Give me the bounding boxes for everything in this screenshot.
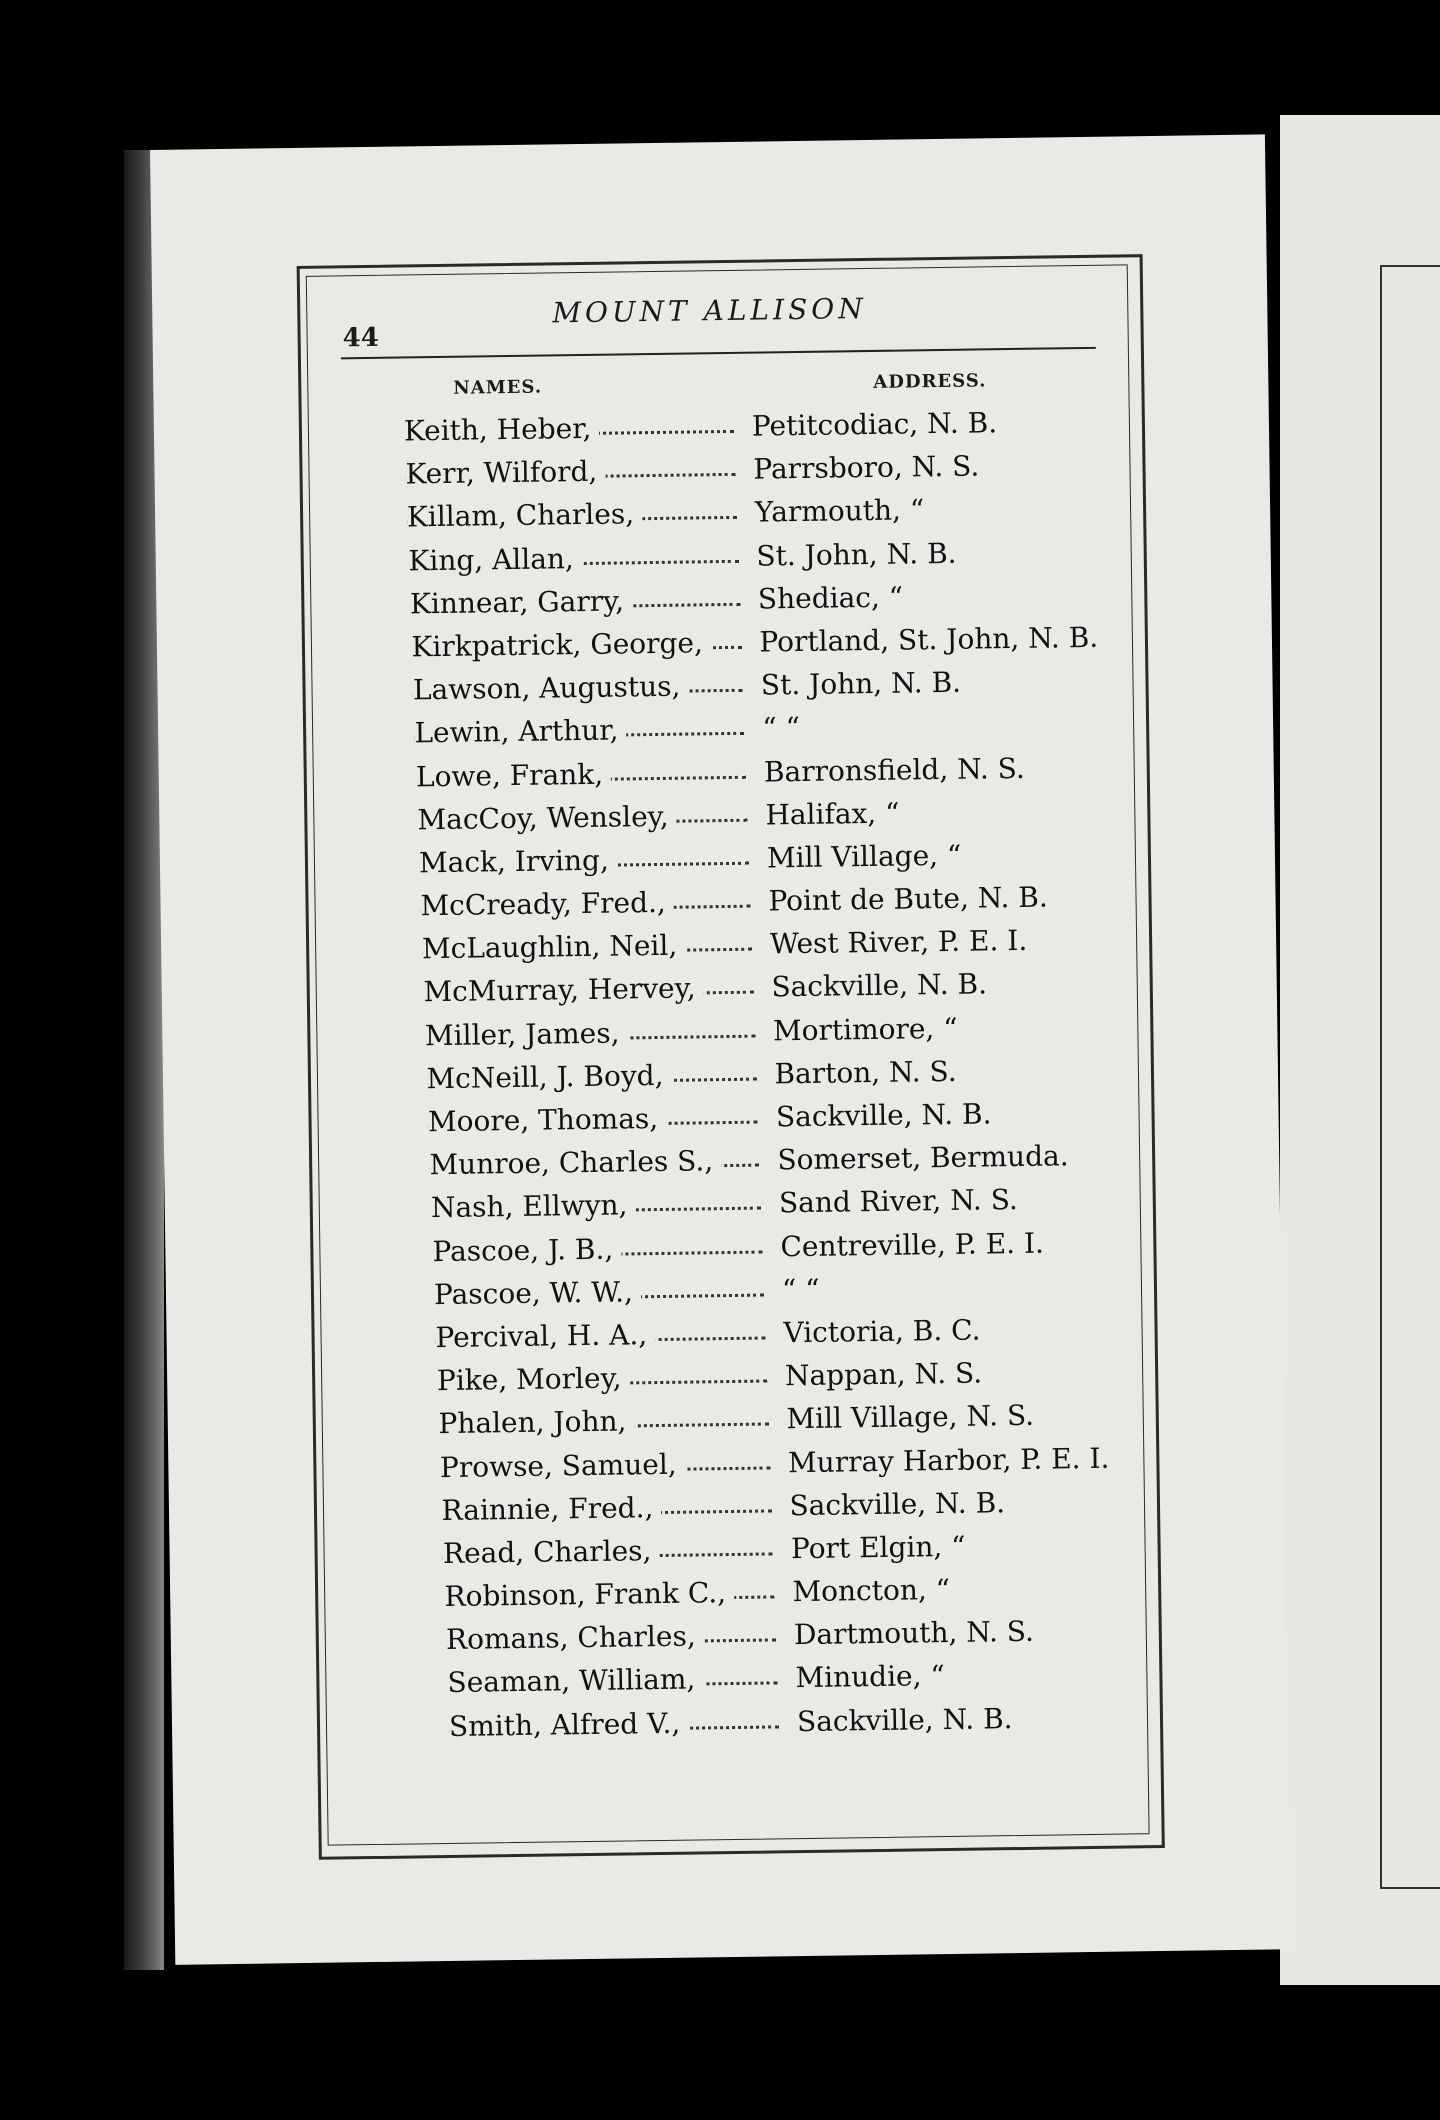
student-name: McMurray, Hervey, <box>423 972 704 1009</box>
page-number: 44 <box>342 322 380 354</box>
student-name: Pascoe, J. B., <box>432 1232 621 1268</box>
student-address: Sand River, N. S. <box>773 1183 1018 1219</box>
student-address: Centreville, P. E. I. <box>774 1226 1044 1263</box>
names-column-heading: NAMES. <box>453 376 543 399</box>
student-name: Keith, Heber, <box>404 412 600 448</box>
student-address: Sackville, N. B. <box>765 968 987 1004</box>
student-address: Sackville, N. B. <box>791 1702 1013 1738</box>
student-name: Kirkpatrick, George, <box>411 626 711 663</box>
student-address: Murray Harbor, P. E. I. <box>782 1441 1110 1479</box>
student-name: Pike, Morley, <box>437 1362 630 1398</box>
book-page <box>150 134 1290 1964</box>
student-address: “ “ <box>756 711 800 745</box>
student-name: Nash, Ellwyn, <box>431 1189 636 1225</box>
student-name: Lawson, Augustus, <box>413 670 689 707</box>
student-name: Mack, Irving, <box>419 843 617 879</box>
student-address: Mill Village, N. S. <box>780 1399 1034 1436</box>
student-address: St. John, N. B. <box>750 536 957 572</box>
student-address: Barronsfield, N. S. <box>758 751 1025 788</box>
student-name: Lowe, Frank, <box>416 757 612 793</box>
student-name: McLaughlin, Neil, <box>422 929 686 966</box>
student-name: Seaman, William, <box>447 1663 703 1700</box>
student-name: McCready, Fred., <box>420 886 674 923</box>
student-address: Sackville, N. B. <box>770 1097 992 1133</box>
student-name: Killam, Charles, <box>407 498 643 534</box>
student-address: St. John, N. B. <box>755 666 962 702</box>
student-address: Parrsboro, N. S. <box>747 450 979 486</box>
running-title: MOUNT ALLISON <box>552 292 867 330</box>
student-list <box>404 404 1153 1753</box>
student-name: MacCoy, Wensley, <box>417 799 677 836</box>
student-address: Victoria, B. C. <box>777 1313 980 1349</box>
student-address: Mortimore, “ <box>767 1011 958 1047</box>
facing-page-border <box>1380 265 1440 1889</box>
student-name: Kinnear, Garry, <box>410 584 633 620</box>
student-address: Dartmouth, N. S. <box>788 1615 1034 1651</box>
student-name: Phalen, John, <box>438 1405 634 1441</box>
student-name: King, Allan, <box>408 542 582 577</box>
student-name: Moore, Thomas, <box>428 1102 667 1138</box>
student-name: Read, Charles, <box>443 1534 660 1570</box>
student-address: Port Elgin, “ <box>785 1530 966 1566</box>
student-address: Barton, N. S. <box>768 1055 957 1091</box>
student-name: Miller, James, <box>425 1016 628 1052</box>
student-name: Munroe, Charles S., <box>429 1144 721 1181</box>
student-address: West River, P. E. I. <box>764 924 1028 961</box>
student-address: Sackville, N. B. <box>783 1486 1005 1522</box>
student-name: Percival, H. A., <box>435 1318 655 1354</box>
student-name: Pascoe, W. W., <box>434 1275 641 1311</box>
student-address: “ “ <box>776 1273 820 1307</box>
student-name: Lewin, Arthur, <box>414 714 627 750</box>
student-name: Robinson, Frank C., <box>444 1576 734 1613</box>
student-name: McNeill, J. Boyd, <box>426 1059 671 1095</box>
student-name: Prowse, Samuel, <box>440 1447 685 1483</box>
student-address: Point de Bute, N. B. <box>762 881 1048 918</box>
student-address: Minudie, “ <box>789 1659 945 1694</box>
student-address: Moncton, “ <box>786 1573 950 1608</box>
student-address: Nappan, N. S. <box>779 1357 983 1393</box>
student-name: Kerr, Wilford, <box>405 455 605 491</box>
student-name: Smith, Alfred V., <box>449 1706 689 1742</box>
student-address: Halifax, “ <box>759 796 899 831</box>
student-name: Romans, Charles, <box>446 1620 704 1657</box>
student-name: Rainnie, Fred., <box>441 1491 661 1527</box>
address-column-heading: ADDRESS. <box>873 370 987 393</box>
student-address: Somerset, Bermuda. <box>771 1139 1069 1176</box>
student-address: Mill Village, “ <box>761 839 962 875</box>
facing-page <box>1280 115 1440 1985</box>
student-address: Portland, St. John, N. B. <box>753 621 1098 659</box>
student-address: Yarmouth, “ <box>749 494 925 529</box>
student-address: Petitcodiac, N. B. <box>746 406 998 443</box>
student-address: Shediac, “ <box>752 580 904 615</box>
